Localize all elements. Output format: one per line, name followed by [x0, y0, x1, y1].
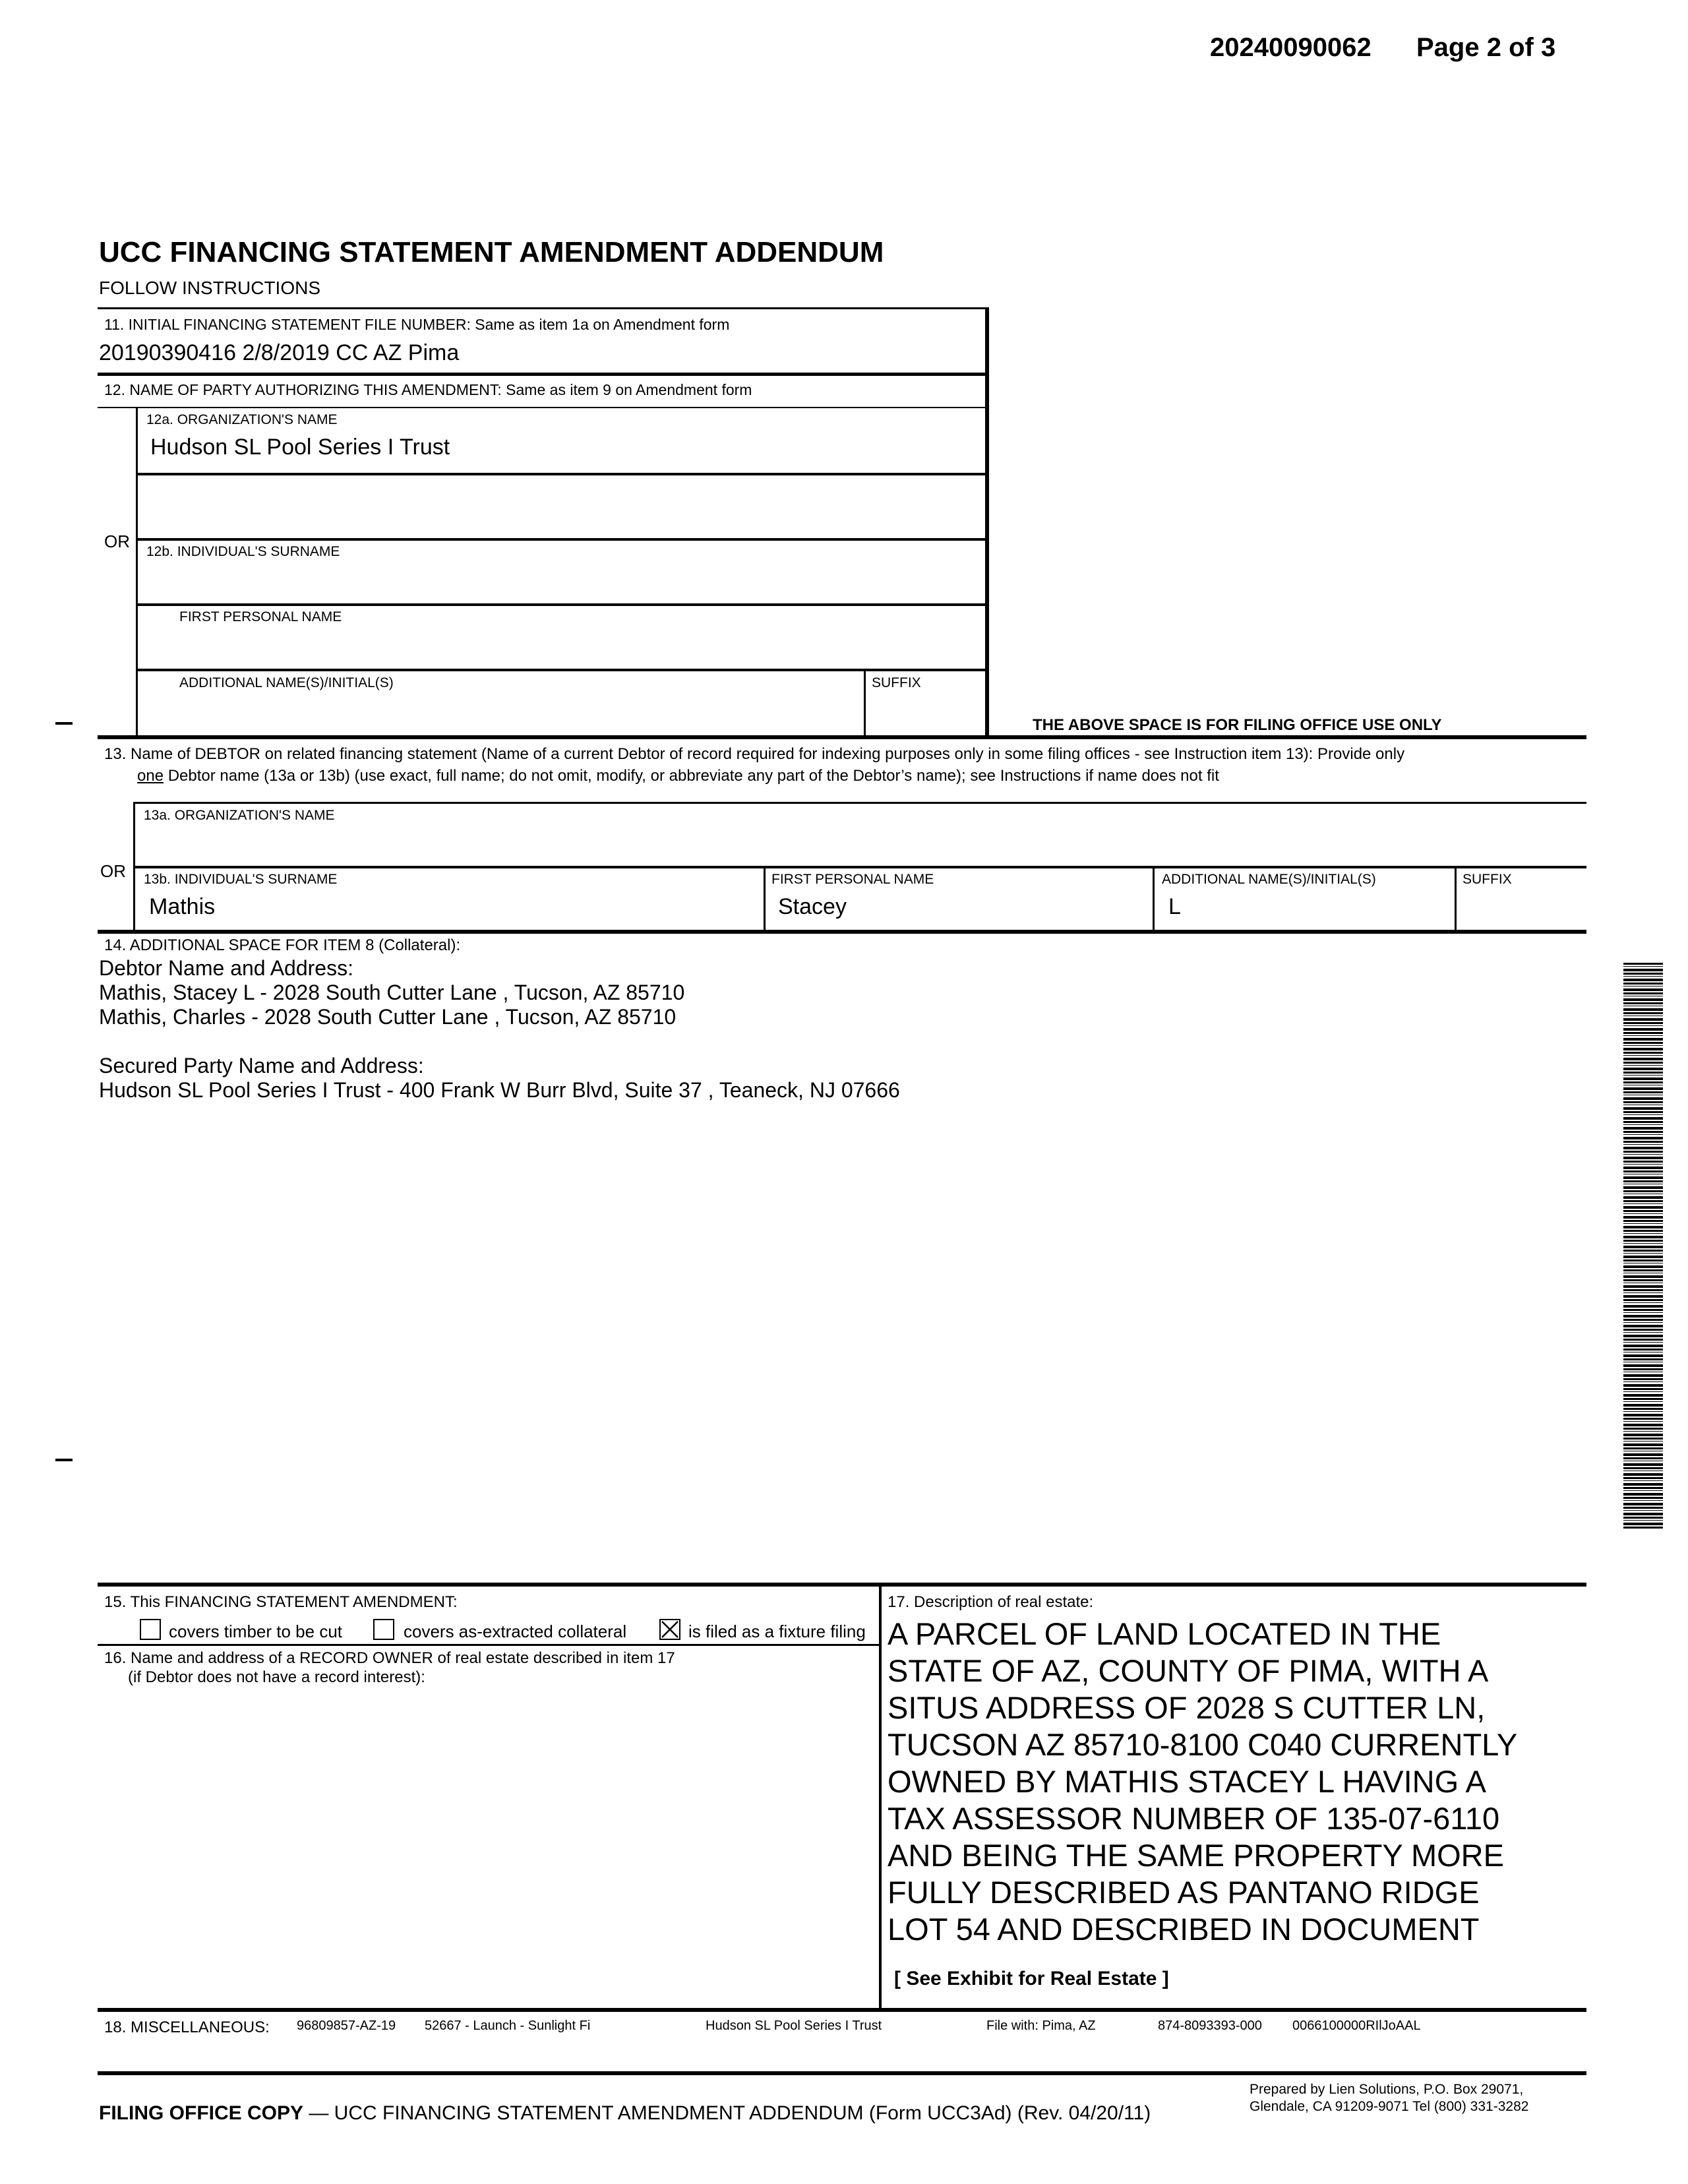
- footer-copy-rest: — UCC FINANCING STATEMENT AMENDMENT ADDENDUM (Form UCC3Ad) (Rev. 04/20/11): [303, 2102, 1151, 2124]
- checkbox-timber[interactable]: [140, 1619, 161, 1640]
- checkbox-as-extracted-label: covers as-extracted collateral: [404, 1622, 627, 1641]
- checkbox-fixture-filing[interactable]: [659, 1619, 680, 1640]
- barcode-image: [1623, 963, 1663, 1530]
- rule-item12-top: [98, 407, 989, 408]
- rule-13-div3: [1455, 866, 1457, 934]
- page-indicator: Page 2 of 3: [1416, 33, 1556, 62]
- item17-line: A PARCEL OF LAND LOCATED IN THE: [888, 1616, 1441, 1651]
- item16-label-line1: 16. Name and address of a RECORD OWNER of real estate described in item 17: [104, 1649, 675, 1667]
- item12a-org-name: Hudson SL Pool Series I Trust: [150, 435, 450, 460]
- item14-line: Debtor Name and Address:: [99, 956, 353, 980]
- item14-label: 14. ADDITIONAL SPACE FOR ITEM 8 (Collateral):: [104, 936, 461, 954]
- item17-line: SITUS ADDRESS OF 2028 S CUTTER LN,: [888, 1690, 1486, 1725]
- filing-office-note: THE ABOVE SPACE IS FOR FILING OFFICE USE ONLY: [1033, 716, 1442, 734]
- footer-copy-line: [99, 2102, 1151, 2125]
- footer-copy-bold: FILING OFFICE COPY: [99, 2102, 304, 2124]
- misc-field: 96809857-AZ-19: [297, 2018, 396, 2033]
- item13-additional-name-label: ADDITIONAL NAME(S)/INITIAL(S): [1162, 872, 1376, 887]
- item17-line: TUCSON AZ 85710-8100 C040 CURRENTLY: [888, 1727, 1518, 1762]
- item14-line: Hudson SL Pool Series I Trust - 400 Frank W Burr Blvd, Suite 37 , Teaneck, NJ 07666: [99, 1078, 900, 1102]
- rule-item18-top: [98, 2008, 1586, 2012]
- item17-line: AND BEING THE SAME PROPERTY MORE: [888, 1838, 1504, 1873]
- rule-footer-top: [98, 2071, 1586, 2075]
- footer-prepared-line2: Glendale, CA 91209-9071 Tel (800) 331-3282: [1250, 2099, 1529, 2114]
- item13-one: one: [137, 767, 164, 785]
- item17-line: TAX ASSESSOR NUMBER OF 135-07-6110: [888, 1801, 1500, 1836]
- item12-or: OR: [104, 531, 130, 551]
- checkbox-as-extracted[interactable]: [373, 1619, 394, 1640]
- item18-label: 18. MISCELLANEOUS:: [104, 2018, 270, 2036]
- rule-12a-bottom: [136, 473, 989, 475]
- checkmark-x-icon: [661, 1620, 679, 1639]
- rule-12b-bottom: [136, 603, 989, 606]
- rule-item12-left: [136, 407, 138, 735]
- item13-additional-name: L: [1168, 894, 1181, 919]
- item13-first-name: Stacey: [778, 894, 847, 919]
- item13-label-line1: 13. Name of DEBTOR on related financing statement (Name of a current Debtor of record required for indexing purposes only in some filing offices - see Instruction item 13): Provide only: [104, 745, 1405, 763]
- item12-suffix-label: SUFFIX: [872, 675, 921, 690]
- rule-upper-right: [985, 307, 989, 736]
- item12-additional-name-label: ADDITIONAL NAME(S)/INITIAL(S): [179, 675, 394, 690]
- rule-12-suffix-divider: [864, 669, 866, 736]
- follow-instructions: FOLLOW INSTRUCTIONS: [99, 278, 321, 298]
- item14-line: Secured Party Name and Address:: [99, 1054, 424, 1077]
- item12a-label: 12a. ORGANIZATION'S NAME: [146, 412, 338, 427]
- checkbox-timber-label: covers timber to be cut: [169, 1622, 342, 1641]
- rule-item11-bottom: [98, 373, 989, 376]
- item17-line: STATE OF AZ, COUNTY OF PIMA, WITH A: [888, 1653, 1489, 1688]
- footer-prepared-line1: Prepared by Lien Solutions, P.O. Box 29071,: [1250, 2082, 1524, 2097]
- item14-line: Mathis, Stacey L - 2028 South Cutter Lane , Tucson, AZ 85710: [99, 981, 685, 1004]
- item17-exhibit-note: [ See Exhibit for Real Estate ]: [894, 1968, 1169, 1989]
- item13-first-name-label: FIRST PERSONAL NAME: [771, 872, 934, 887]
- rule-13a-top: [133, 802, 1586, 804]
- rule-item11-top: [98, 307, 989, 309]
- rule-item16-top: [98, 1644, 880, 1646]
- checkbox-fixture-filing-label: is filed as a fixture filing: [688, 1622, 866, 1641]
- margin-tick-lower: [55, 1459, 73, 1461]
- margin-tick-upper: [55, 722, 73, 725]
- rule-item15-top: [98, 1583, 1586, 1587]
- misc-field: 0066100000RIlJoAAL: [1292, 2018, 1421, 2033]
- rule-12-first-bottom: [136, 669, 989, 671]
- item12-label: 12. NAME OF PARTY AUTHORIZING THIS AMENDMENT: Same as item 9 on Amendment form: [104, 381, 752, 398]
- item13-or: OR: [100, 861, 126, 881]
- item13b-label: 13b. INDIVIDUAL'S SURNAME: [144, 872, 338, 887]
- item16-label-line2: (if Debtor does not have a record interest):: [128, 1668, 425, 1686]
- item13b-surname: Mathis: [149, 894, 216, 919]
- item17-line: LOT 54 AND DESCRIBED IN DOCUMENT: [888, 1912, 1480, 1947]
- rule-13-div2: [1153, 866, 1155, 934]
- rule-13a-bottom: [133, 866, 1586, 868]
- form-title: UCC FINANCING STATEMENT AMENDMENT ADDENDUM: [99, 236, 884, 268]
- item17-line: OWNED BY MATHIS STACEY L HAVING A: [888, 1764, 1486, 1799]
- misc-field: File with: Pima, AZ: [986, 2018, 1096, 2033]
- item11-label: 11. INITIAL FINANCING STATEMENT FILE NUMBER: Same as item 1a on Amendment form: [104, 316, 730, 333]
- misc-field: Hudson SL Pool Series I Trust: [706, 2018, 882, 2033]
- item13-label-line2: [137, 768, 1219, 784]
- item13-suffix-label: SUFFIX: [1462, 872, 1512, 887]
- misc-field: 874-8093393-000: [1158, 2018, 1262, 2033]
- item17-line: FULLY DESCRIBED AS PANTANO RIDGE: [888, 1875, 1480, 1910]
- item12b-label: 12b. INDIVIDUAL'S SURNAME: [146, 544, 340, 559]
- misc-field: 52667 - Launch - Sunlight Fi: [425, 2018, 591, 2033]
- rule-item13-top: [98, 735, 1586, 739]
- item15-label: 15. This FINANCING STATEMENT AMENDMENT:: [104, 1593, 458, 1611]
- document-number: 20240090062: [1210, 33, 1372, 62]
- rule-item13-bottom: [98, 930, 1586, 934]
- rule-12-blank-bottom: [136, 538, 989, 541]
- item11-file-number: 20190390416 2/8/2019 CC AZ Pima: [99, 340, 460, 365]
- item14-line: Mathis, Charles - 2028 South Cutter Lane , Tucson, AZ 85710: [99, 1005, 677, 1029]
- item13-line2-text: Debtor name (13a or 13b) (use exact, full name; do not omit, modify, or abbreviate any part of the Debtor’s name); see Instructions if name does not fit: [164, 767, 1219, 785]
- item17-label: 17. Description of real estate:: [888, 1593, 1094, 1611]
- item13a-label: 13a. ORGANIZATION'S NAME: [144, 808, 335, 823]
- rule-item17-left: [879, 1583, 882, 2011]
- rule-13-div1: [764, 866, 766, 934]
- item12-first-name-label: FIRST PERSONAL NAME: [179, 609, 342, 624]
